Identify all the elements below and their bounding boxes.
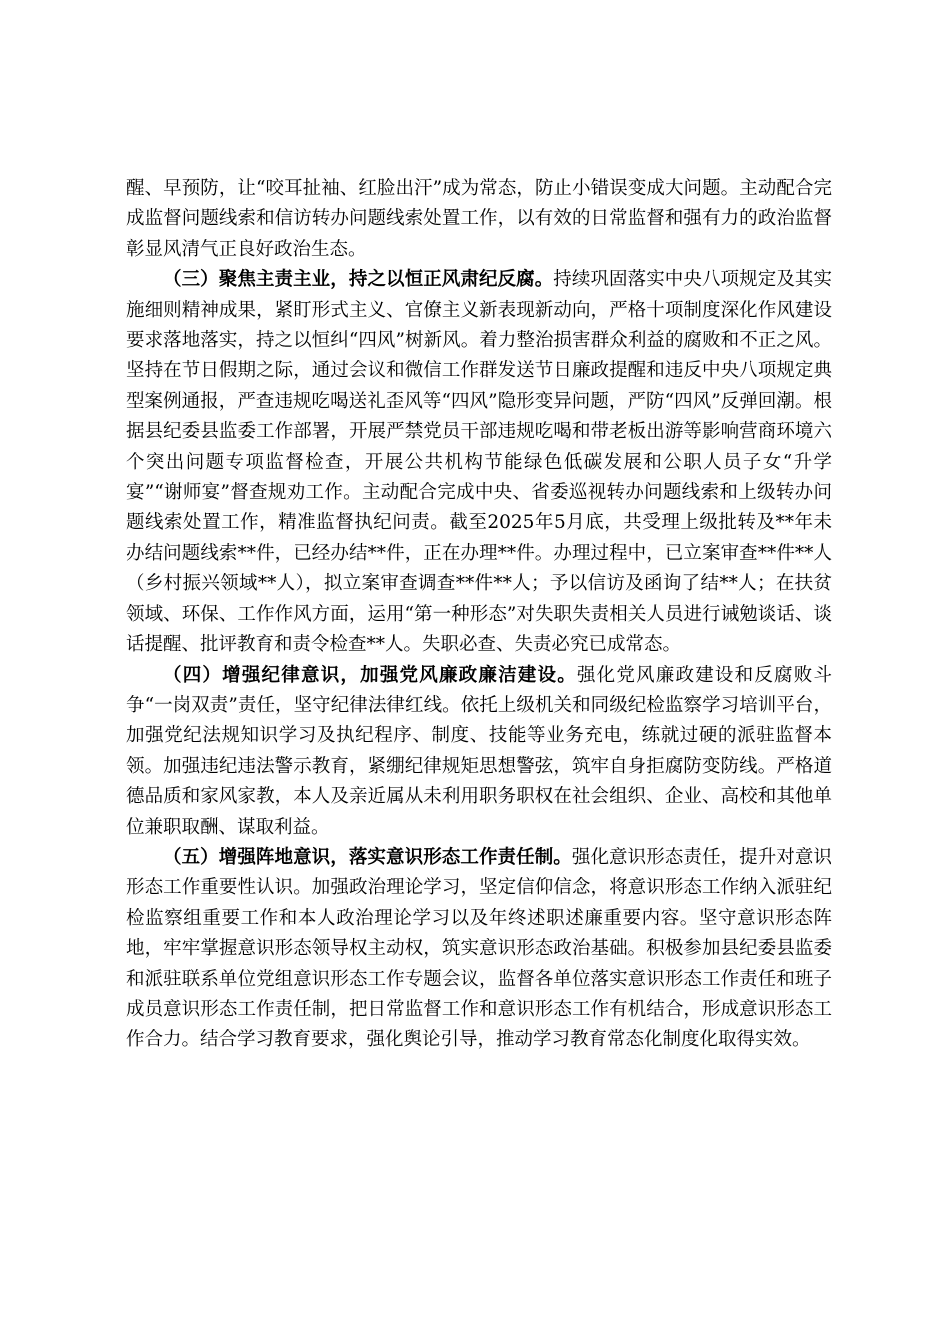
paragraph-body: 醒、早预防，让“咬耳扯袖、红脸出汗”成为常态，防止小错误变成大问题。主动配合完成监督问题线索和信访转办问题线索处置工作，以有效的日常监督和强有力的政治监督彰显风清气正良好政治生态。	[126, 178, 832, 260]
paragraph-continuation	[126, 174, 832, 265]
document-page	[126, 174, 832, 1056]
paragraph-section-5	[126, 843, 832, 1056]
paragraph-body: 持续巩固落实中央八项规定及其实施细则精神成果，紧盯形式主义、官僚主义新表现新动向，严格十项制度深化作风建设要求落地落实，持之以恒纠“四风”树新风。着力整治损害群众利益的腐败和不正之风。坚持在节日假期之际，通过会议和微信工作群发送节日廉政提醒和违反中央八项规定典型案例通报，严查违规吃喝送礼歪风等“四风”隐形变异问题，严防“四风”反弹回潮。根据县纪委县监委工作部署，开展严禁党员干部违规吃喝和带老板出游等影响营商环境六个突出问题专项监督检查，开展公共机构节能绿色低碳发展和公职人员子女“升学宴”“谢师宴”督查规劝工作。主动配合完成中央、省委巡视转办问题线索和上级转办问题线索处置工作，精准监督执纪问责。截至2025年5月底，共受理上级批转及**年未办结问题线索**件，已经办结**件，正在办理**件。办理过程中，已立案审查**件**人（乡村振兴领域**人），拟立案审查调查**件**人；予以信访及函询了结**人；在扶贫领域、环保、工作作风方面，运用“第一种形态”对失职失责相关人员进行诫勉谈话、谈话提醒、批评教育和责令检查**人。失职必查、失责必究已成常态。	[126, 269, 832, 656]
section-heading: （四）增强纪律意识，加强党风廉政廉洁建设。	[163, 664, 577, 686]
paragraph-body: 强化党风廉政建设和反腐败斗争“一岗双责”责任，坚守纪律法律红线。依托上级机关和同级纪检监察学习培训平台，加强党纪法规知识学习及执纪程序、制度、技能等业务充电，练就过硬的派驻监督本领。加强违纪违法警示教育，紧绷纪律规矩思想警弦，筑牢自身拒腐防变防线。严格道德品质和家风家教，本人及亲近属从未利用职务职权在社会组织、企业、高校和其他单位兼职取酬、谋取利益。	[126, 664, 832, 838]
section-heading: （五）增强阵地意识，落实意识形态工作责任制。	[163, 846, 572, 868]
paragraph-section-3	[126, 265, 832, 660]
section-heading: （三）聚焦主责主业，持之以恒正风肃纪反腐。	[163, 269, 554, 291]
paragraph-body: 强化意识形态责任，提升对意识形态工作重要性认识。加强政治理论学习，坚定信仰信念，将意识形态工作纳入派驻纪检监察组重要工作和本人政治理论学习以及年终述职述廉重要内容。坚守意识形态阵地，牢牢掌握意识形态领导权主动权，筑实意识形态政治基础。积极参加县纪委县监委和派驻联系单位党组意识形态工作专题会议，监督各单位落实意识形态工作责任和班子成员意识形态工作责任制，把日常监督工作和意识形态工作有机结合，形成意识形态工作合力。结合学习教育要求，强化舆论引导，推动学习教育常态化制度化取得实效。	[126, 846, 832, 1051]
paragraph-section-4	[126, 661, 832, 843]
